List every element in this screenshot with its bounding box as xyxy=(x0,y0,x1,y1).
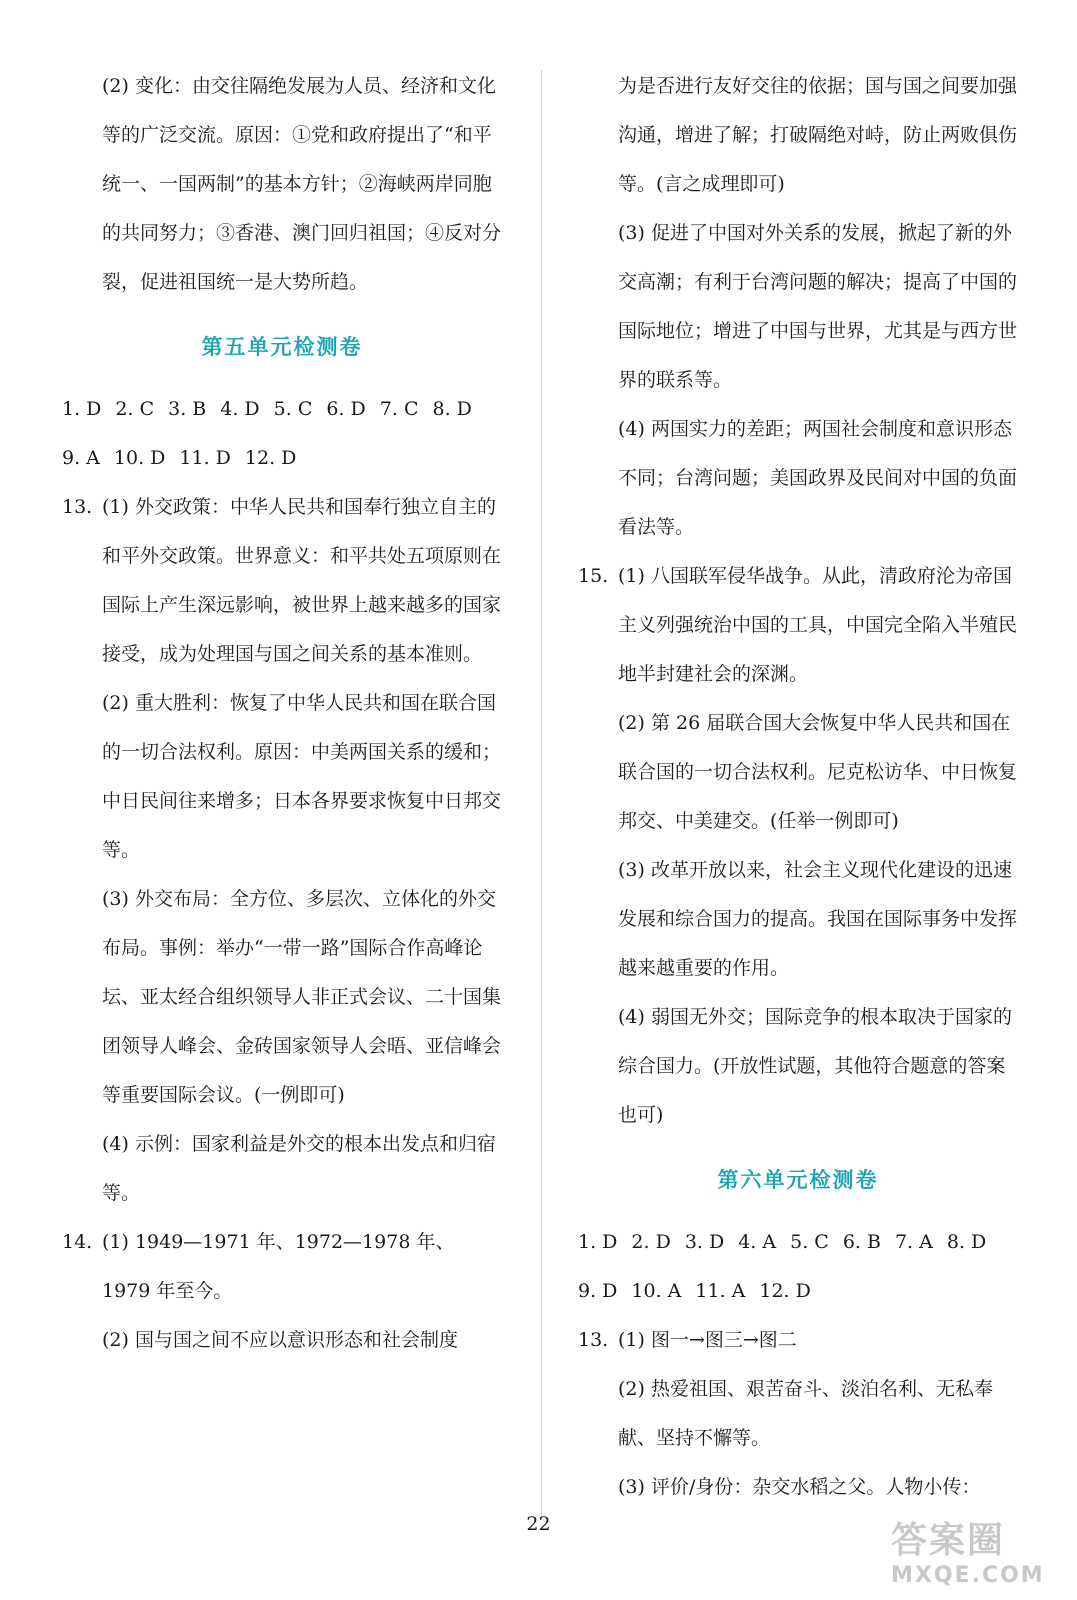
question-13 xyxy=(578,1316,1018,1365)
mc-answer: 5. C xyxy=(273,398,313,420)
mc-answer: 10. A xyxy=(631,1280,682,1302)
section-6-mc-answers xyxy=(578,1218,1018,1316)
watermark-logo xyxy=(891,1512,1061,1592)
mc-answer: 1. D xyxy=(578,1231,618,1253)
mc-answer: 5. C xyxy=(790,1231,829,1253)
question-part: (4) 弱国无外交；国际竞争的根本取决于国家的综合国力。(开放性试题，其他符合题意的答案也可) xyxy=(618,1006,1012,1126)
intro-paragraph: (2) 变化：由交往隔绝发展为人员、经济和文化等的广泛交流。原因：①党和政府提出了“和平统一、一国两制”的基本方针；②海峡两岸同胞的共同努力；③香港、澳门回归祖国；④反对分裂，促进祖国统一是大势所趋。 xyxy=(102,75,502,293)
question-14-continued: 为是否进行友好交往的依据；国与国之间要加强沟通，增进了解；打破隔绝对峙，防止两败俱伤等。(言之成理即可) xyxy=(618,75,1018,195)
left-column xyxy=(62,62,502,1365)
question-15 xyxy=(578,552,1018,699)
mc-answer: 2. D xyxy=(631,1231,671,1253)
question-number: 14. xyxy=(62,1231,93,1253)
question-part: (1) 八国联军侵华战争。从此，清政府沦为帝国主义列强统治中国的工具，中国完全陷入半殖民地半封建社会的深渊。 xyxy=(618,565,1018,685)
mc-answer: 6. B xyxy=(842,1231,881,1253)
question-part: (3) 促进了中国对外关系的发展，掀起了新的外交高潮；有利于台湾问题的解决；提高了中国的国际地位；增进了中国与世界，尤其是与西方世界的联系等。 xyxy=(618,222,1018,391)
question-part: (2) 重大胜利：恢复了中华人民共和国在联合国的一切合法权利。原因：中美两国关系的缓和；中日民间往来增多；日本各界要求恢复中日邦交等。 xyxy=(102,692,502,861)
section-5-mc-answers xyxy=(62,385,502,483)
mc-answer: 3. B xyxy=(168,398,207,420)
mc-answer: 12. D xyxy=(244,447,297,469)
section-6-title: 第六单元检测卷 xyxy=(717,1167,879,1192)
mc-answer: 9. A xyxy=(62,447,100,469)
mc-answer: 4. A xyxy=(738,1231,777,1253)
mc-answer: 2. C xyxy=(115,398,155,420)
question-part: (3) 评价/身份：杂交水稻之父。人物小传： xyxy=(618,1476,981,1498)
watermark-text-bottom: MXQE.COM xyxy=(891,1563,1045,1588)
page-number: 22 xyxy=(526,1513,551,1535)
mc-answer: 10. D xyxy=(113,447,166,469)
mc-answer: 11. D xyxy=(179,447,231,469)
mc-answer: 12. D xyxy=(759,1280,811,1302)
question-part: (3) 改革开放以来，社会主义现代化建设的迅速发展和综合国力的提高。我国在国际事务中发挥越来越重要的作用。 xyxy=(618,859,1018,979)
mc-answer: 4. D xyxy=(220,398,260,420)
question-13 xyxy=(62,483,502,679)
column-divider xyxy=(541,70,542,1520)
question-part: (4) 两国实力的差距；两国社会制度和意识形态不同；台湾问题；美国政界及民间对中国的负面看法等。 xyxy=(618,418,1018,538)
question-part: (2) 热爱祖国、艰苦奋斗、淡泊名利、无私奉献、坚持不懈等。 xyxy=(618,1378,993,1449)
mc-answer: 7. A xyxy=(894,1231,933,1253)
mc-answer: 8. D xyxy=(946,1231,987,1253)
question-number: 15. xyxy=(578,565,609,587)
watermark-text-top: 答案圈 xyxy=(891,1520,1006,1561)
question-part: (3) 外交布局：全方位、多层次、立体化的外交布局。事例：举办“一带一路”国际合作高峰论坛、亚太经合组织领导人非正式会议、二十国集团领导人峰会、金砖国家领导人会晤、亚信峰会等重要国际会议。(一例即可) xyxy=(102,888,502,1106)
mc-answer: 7. C xyxy=(379,398,419,420)
question-14 xyxy=(62,1218,502,1316)
question-part: (2) 国与国之间不应以意识形态和社会制度 xyxy=(102,1329,458,1351)
mc-answer: 6. D xyxy=(326,398,366,420)
section-5-title: 第五单元检测卷 xyxy=(201,334,363,359)
mc-answer: 1. D xyxy=(62,398,102,420)
mc-answer: 11. A xyxy=(695,1280,746,1302)
question-number: 13. xyxy=(62,496,93,518)
question-part: (1) 外交政策：中华人民共和国奉行独立自主的和平外交政策。世界意义：和平共处五项原则在国际上产生深远影响，被世界上越来越多的国家接受，成为处理国与国之间关系的基本准则。 xyxy=(102,496,502,665)
right-column xyxy=(578,62,1018,1512)
mc-answer: 3. D xyxy=(684,1231,725,1253)
question-part: (1) 1949—1971 年、1972—1978 年、1979 年至今。 xyxy=(102,1231,455,1302)
question-number: 13. xyxy=(578,1329,609,1351)
question-part: (1) 图一→图三→图二 xyxy=(618,1329,797,1351)
mc-answer: 8. D xyxy=(432,398,472,420)
question-part: (2) 第 26 届联合国大会恢复中华人民共和国在联合国的一切合法权利。尼克松访华、中日恢复邦交、中美建交。(任举一例即可) xyxy=(618,712,1018,832)
question-part: (4) 示例：国家利益是外交的根本出发点和归宿等。 xyxy=(102,1133,496,1204)
mc-answer: 9. D xyxy=(578,1280,618,1302)
